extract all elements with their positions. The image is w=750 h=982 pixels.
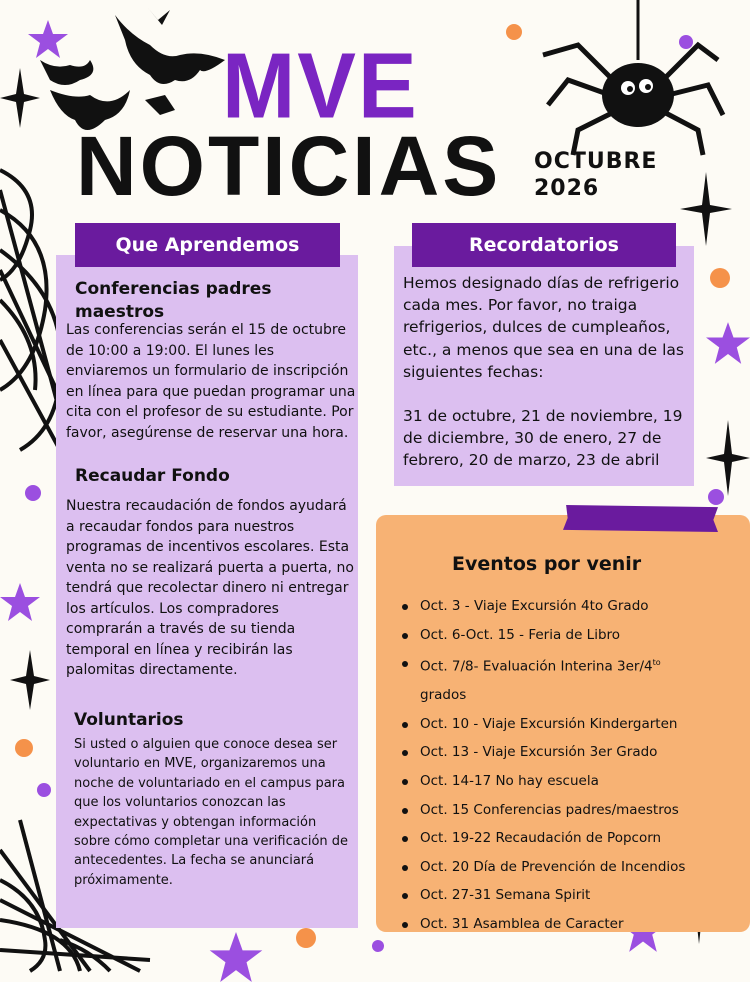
reminders-text <box>403 272 691 472</box>
reminders-dates: 31 de octubre, 21 de noviembre, 19 de diciembre, 30 de enero, 27 de febrero, 20 de marzo, 23 de abril <box>403 407 683 470</box>
event-item: Oct. 27-31 Semana Spirit <box>398 881 743 910</box>
events-list <box>398 592 743 939</box>
event-item: Oct. 13 - Viaje Excursión 3er Grado <box>398 738 743 767</box>
reminders-heading: Recordatorios <box>412 223 676 267</box>
event-item: Oct. 6-Oct. 15 - Feria de Libro <box>398 621 743 650</box>
masthead-title-mve: MVE <box>222 33 419 138</box>
event-item: Oct. 19-22 Recaudación de Popcorn <box>398 824 743 853</box>
event-item-continued <box>398 681 743 710</box>
event-item: Oct. 20 Día de Prevención de Incendios <box>398 853 743 882</box>
event-item <box>398 649 743 681</box>
section-text-conferences: Las conferencias serán el 15 de octubre de 10:00 a 19:00. El lunes les enviaremos un formulario de inscripción en línea para que puedan programar una cita con el profesor de su estudiante. Por favor, asegúrense de reservar una hora. <box>66 322 356 441</box>
events-title: Eventos por venir <box>452 553 642 575</box>
section-title-volunteers: Voluntarios <box>74 710 184 730</box>
event-text-continued: grados <box>420 687 467 704</box>
event-text: Oct. 7/8- Evaluación Interina 3er/4 <box>420 658 653 675</box>
event-item: Oct. 31 Asamblea de Caracter <box>398 910 743 939</box>
section-text-volunteers: Si usted o alguien que conoce desea ser voluntario en MVE, organizaremos una noche de voluntariado en el campus para que los voluntarios conozcan las expectativas y obtengan información sobre cómo completar una verificación de antecedentes. La fecha se anunciará próximamente. <box>74 737 349 888</box>
issue-month: OCTUBRE <box>534 149 658 174</box>
section-title-conferences: Conferencias padres maestros <box>75 279 272 322</box>
masthead-title-noticias: NOTICIAS <box>76 119 502 213</box>
issue-date <box>534 148 657 202</box>
superscript-to: to <box>652 658 661 668</box>
event-item: Oct. 14-17 No hay escuela <box>398 767 743 796</box>
issue-year: 2026 <box>534 176 600 201</box>
tape-decoration <box>563 505 718 532</box>
event-item: Oct. 15 Conferencias padres/maestros <box>398 796 743 825</box>
event-item: Oct. 10 - Viaje Excursión Kindergarten <box>398 710 743 739</box>
reminders-paragraph: Hemos designado días de refrigerio cada mes. Por favor, no traiga refrigerios, dulces de cumpleaños, etc., a menos que sea en una de las siguientes fechas: <box>403 274 684 381</box>
event-item: Oct. 3 - Viaje Excursión 4to Grado <box>398 592 743 621</box>
section-title-fundraiser: Recaudar Fondo <box>75 466 230 486</box>
section-text-fundraiser: Nuestra recaudación de fondos ayudará a recaudar fondos para nuestros programas de incentivos escolares. Esta venta no se realizará puerta a puerta, no tendrá que recolectar dinero ni entregar los artículos. Los compradores comprarán a través de su tienda temporal en línea y recibirán las palomitas directamente. <box>66 498 354 678</box>
learning-heading: Que Aprendemos <box>75 223 340 267</box>
